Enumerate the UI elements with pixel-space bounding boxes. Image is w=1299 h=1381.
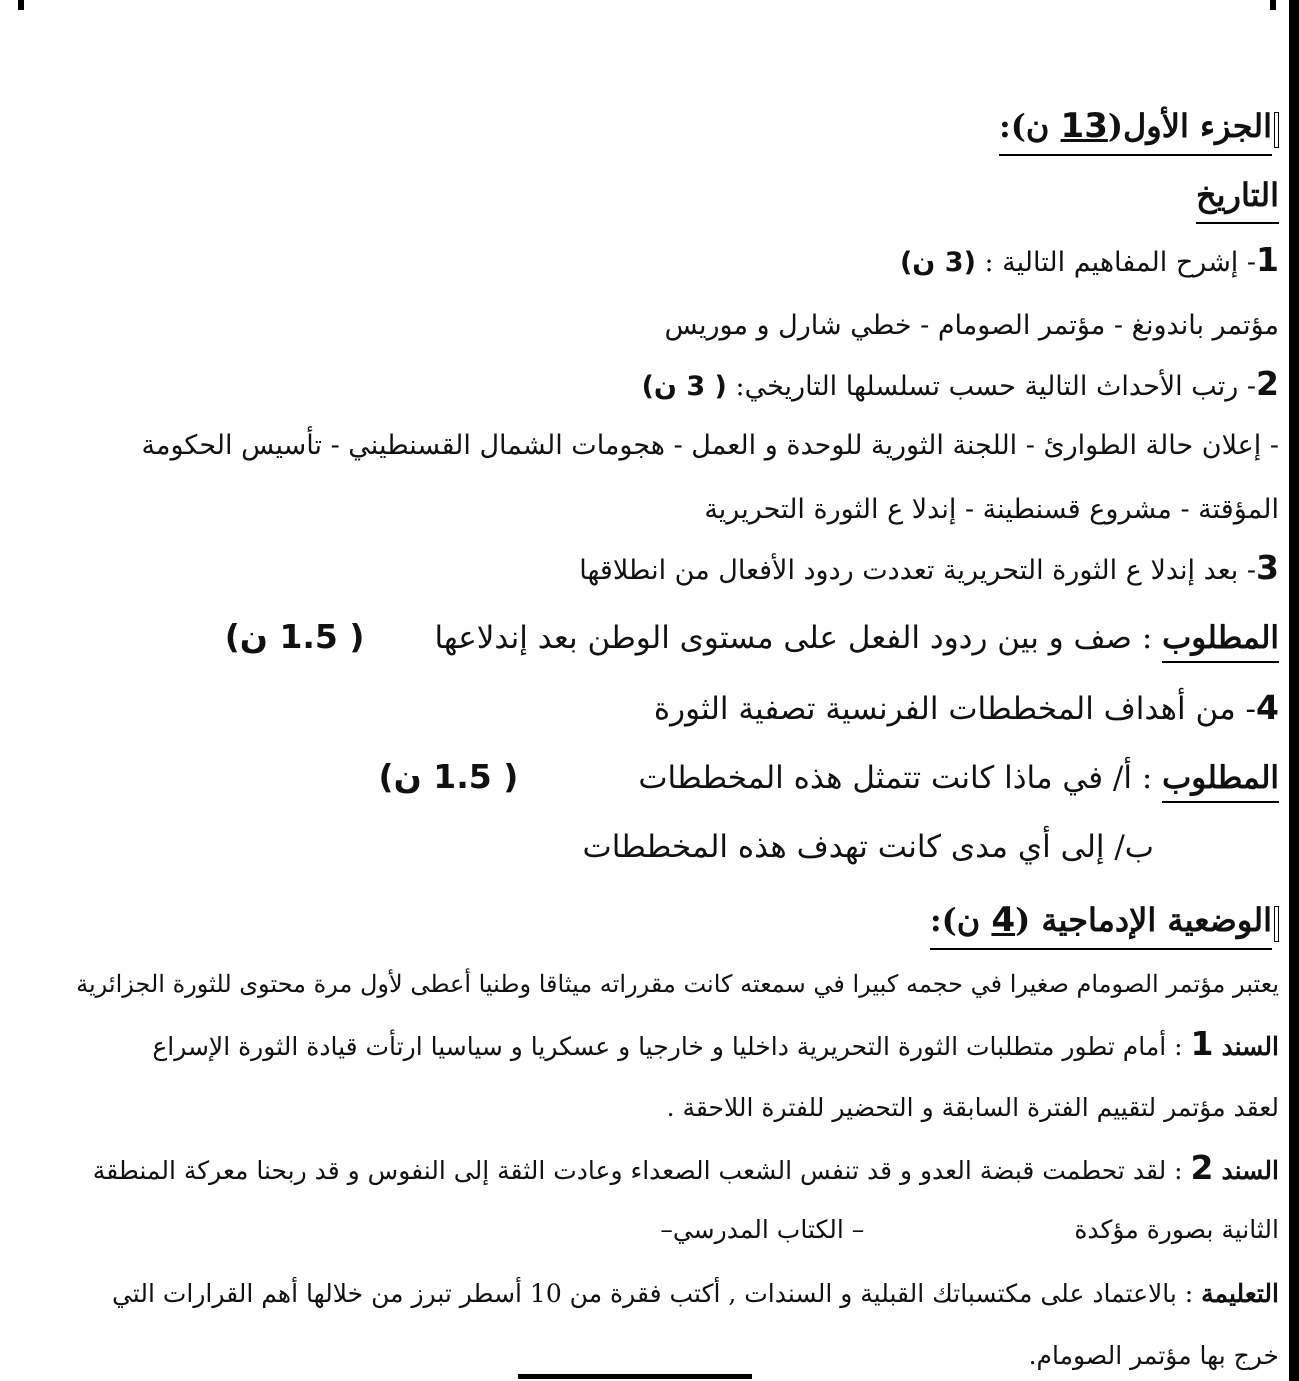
q4-requirement-a: : أ/ في ماذا كانت تتمثل هذه المخططات — [638, 760, 1163, 796]
q3-number: 3 — [1256, 548, 1279, 587]
doc2-number: 2 — [1190, 1148, 1214, 1187]
q2-events-text1: - إعلان حالة الطوارئ - اللجنة الثورية للوحدة و العمل - هجومات الشمال القسنطيني - تأسيس الحكومة — [141, 430, 1279, 461]
q2-events-line2 — [14, 490, 1279, 530]
q4-text: - من أهداف المخططات الفرنسية تصفية الثورة — [653, 691, 1257, 727]
q3-requirement-label: المطلوب — [1162, 615, 1279, 663]
q4-number: 4 — [1256, 688, 1279, 727]
q3-requirement-line — [14, 614, 1279, 663]
q4-requirement-b-line — [14, 824, 1154, 870]
doc1-text2: لعقد مؤتمر لتقييم الفترة السابقة و التحضير للفترة اللاحقة . — [666, 1093, 1279, 1122]
part1-points-num: 13 — [1060, 106, 1108, 146]
integration-points-num: 4 — [991, 900, 1016, 940]
doc2-source: – الكتاب المدرسي– — [660, 1215, 865, 1244]
q4-points: ( 1.5 ن) — [378, 757, 519, 796]
integration-intro-line — [14, 964, 1279, 1004]
integration-heading — [14, 894, 1279, 950]
history-title: التاريخ — [1196, 170, 1279, 224]
q3-requirement-text: : صف و بين ردود الفعل على مستوى الوطن بعد إندلاعها — [434, 620, 1163, 656]
q4-requirement-line — [14, 754, 1279, 803]
q3-line — [14, 548, 1279, 591]
doc2-label: السند — [1221, 1156, 1279, 1185]
integration-title-block — [930, 894, 1272, 950]
integration-points-close: ): — [929, 901, 957, 939]
doc2-line1 — [14, 1148, 1279, 1191]
q1-number: 1 — [1256, 240, 1279, 279]
doc1-line2 — [14, 1088, 1279, 1128]
q2-events-text2: المؤقتة - مشروع قسنطينة - إندلا ع الثورة التحريرية — [704, 494, 1279, 525]
instruction-text2: خرج بها مؤتمر الصومام. — [1028, 1341, 1279, 1370]
doc1-number: 1 — [1190, 1024, 1214, 1063]
instruction-text1: : بالاعتماد على مكتسباتك القبلية و السندات , أكتب فقرة من 10 أسطر تبرز من خلالها أهم القرارات التي — [111, 1279, 1202, 1308]
q2-number: 2 — [1256, 364, 1279, 403]
integration-points-unit: ن — [956, 901, 981, 939]
q1-items: مؤتمر باندونغ - مؤتمر الصومام - خطي شارل و موريس — [664, 310, 1279, 341]
bottom-divider — [518, 1374, 752, 1379]
doc2-text1: : لقد تحطمت قبضة العدو و قد تنفس الشعب الصعداء وعادت الثقة إلى النفوس و قد ربحنا معركة المنطقة — [92, 1156, 1191, 1185]
q2-points: ( 3 ن) — [641, 371, 727, 402]
integration-points-open: ( — [1015, 901, 1031, 939]
q2-events-line1 — [14, 426, 1279, 466]
q3-points: ( 1.5 ن) — [224, 617, 365, 656]
q4-line — [14, 686, 1279, 731]
doc1-line1 — [14, 1024, 1279, 1067]
instruction-line1 — [14, 1274, 1279, 1314]
instruction-label: التعليمة — [1201, 1279, 1279, 1308]
doc1-label: السند — [1221, 1032, 1279, 1061]
q1-items-line — [14, 306, 1279, 346]
part1-title-block — [999, 100, 1272, 156]
integration-intro: يعتبر مؤتمر الصومام صغيرا في حجمه كبيرا في سمعته كانت مقرراته ميثاقا وطنيا أعطى لأول مرة محتوى للثورة الجزائرية — [76, 970, 1279, 998]
q1-text: - إشرح المفاهيم التالية : — [975, 247, 1257, 278]
q1-line — [14, 240, 1279, 283]
integration-title: الوضعية الإدماجية — [1041, 901, 1272, 939]
doc1-text1: : أمام تطور متطلبات الثورة التحريرية داخليا و خارجيا و عسكريا و سياسيا ارتأت قيادة الثورة الإسراع — [152, 1032, 1191, 1061]
instruction-line2 — [14, 1336, 1279, 1376]
part1-points-close: ): — [998, 107, 1026, 145]
part1-heading — [14, 100, 1279, 156]
q2-line — [14, 364, 1279, 407]
q3-text: - بعد إندلا ع الثورة التحريرية تعددت ردود الأفعال من انطلاقها — [579, 555, 1257, 586]
part1-points-unit: ن — [1025, 107, 1050, 145]
q1-points: (3 ن) — [899, 247, 976, 278]
text-cursor-mark-2 — [1274, 906, 1279, 942]
q2-text: - رتب الأحداث التالية حسب تسلسلها التاريخي: — [726, 371, 1257, 402]
part1-points-open: ( — [1107, 107, 1124, 145]
q4-requirement-label: المطلوب — [1162, 755, 1279, 803]
history-heading — [14, 170, 1279, 224]
text-cursor-mark — [1274, 112, 1279, 148]
part1-title: الجزء الأول — [1123, 107, 1272, 145]
q4-requirement-b: ب/ إلى أي مدى كانت تهدف هذه المخططات — [582, 829, 1154, 865]
doc2-text2: الثانية بصورة مؤكدة — [1074, 1215, 1279, 1244]
doc2-line2 — [14, 1210, 1279, 1250]
